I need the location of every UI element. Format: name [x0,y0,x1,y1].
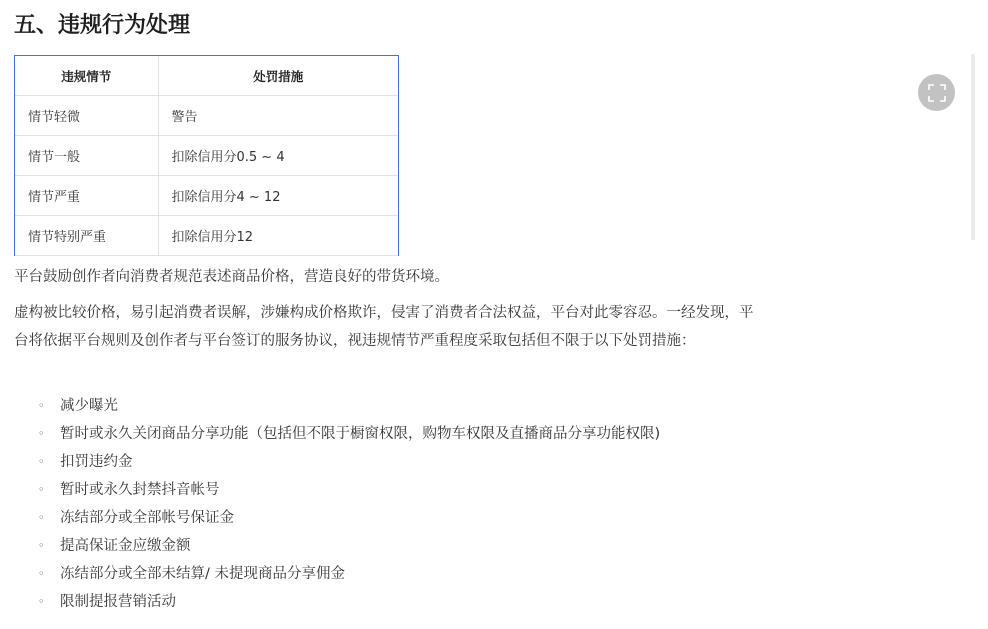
violation-cell: 情节严重 [15,176,158,216]
violation-cell: 情节特别严重 [15,216,158,256]
bullet-icon: ◦ [38,595,45,608]
penalty-cell: 扣除信用分0.5 ~ 4 [158,136,398,176]
intro-paragraph: 平台鼓励创作者向消费者规范表述商品价格，营造良好的带货环境。 [14,269,449,285]
bullet-icon: ◦ [38,511,45,524]
bullet-icon: ◦ [38,539,45,552]
bullet-icon: ◦ [38,455,45,468]
bullet-icon: ◦ [38,399,45,412]
table-row [15,136,398,176]
violation-cell: 情节一般 [15,136,158,176]
column-header-violation: 违规情节 [15,56,158,96]
fullscreen-expand-icon [928,84,946,102]
bullet-icon: ◦ [38,567,45,580]
policy-paragraph: 虚构被比较价格，易引起消费者误解，涉嫌构成价格欺诈，侵害了消费者合法权益，平台对此零容忍。一经发现，平台将依据平台规则及创作者与平台签订的服务协议，视违规情节严重程度采取包括但不限于以下处罚措施： [14,305,754,349]
table-scrollbar[interactable] [971,54,975,240]
table-row [15,176,398,216]
table-header-row [15,56,398,96]
column-header-penalty: 处罚措施 [158,56,398,96]
penalty-table [14,55,399,256]
bullet-icon: ◦ [38,427,45,440]
violation-cell: 情节轻微 [15,96,158,136]
penalty-cell: 扣除信用分12 [158,216,398,256]
expand-table-button[interactable] [918,74,955,111]
table-row [15,216,398,256]
penalty-cell: 警告 [158,96,398,136]
bullet-icon: ◦ [38,483,45,496]
section-title: 五、违规行为处理 [14,13,191,38]
table-row [15,96,398,136]
penalty-cell: 扣除信用分4 ~ 12 [158,176,398,216]
